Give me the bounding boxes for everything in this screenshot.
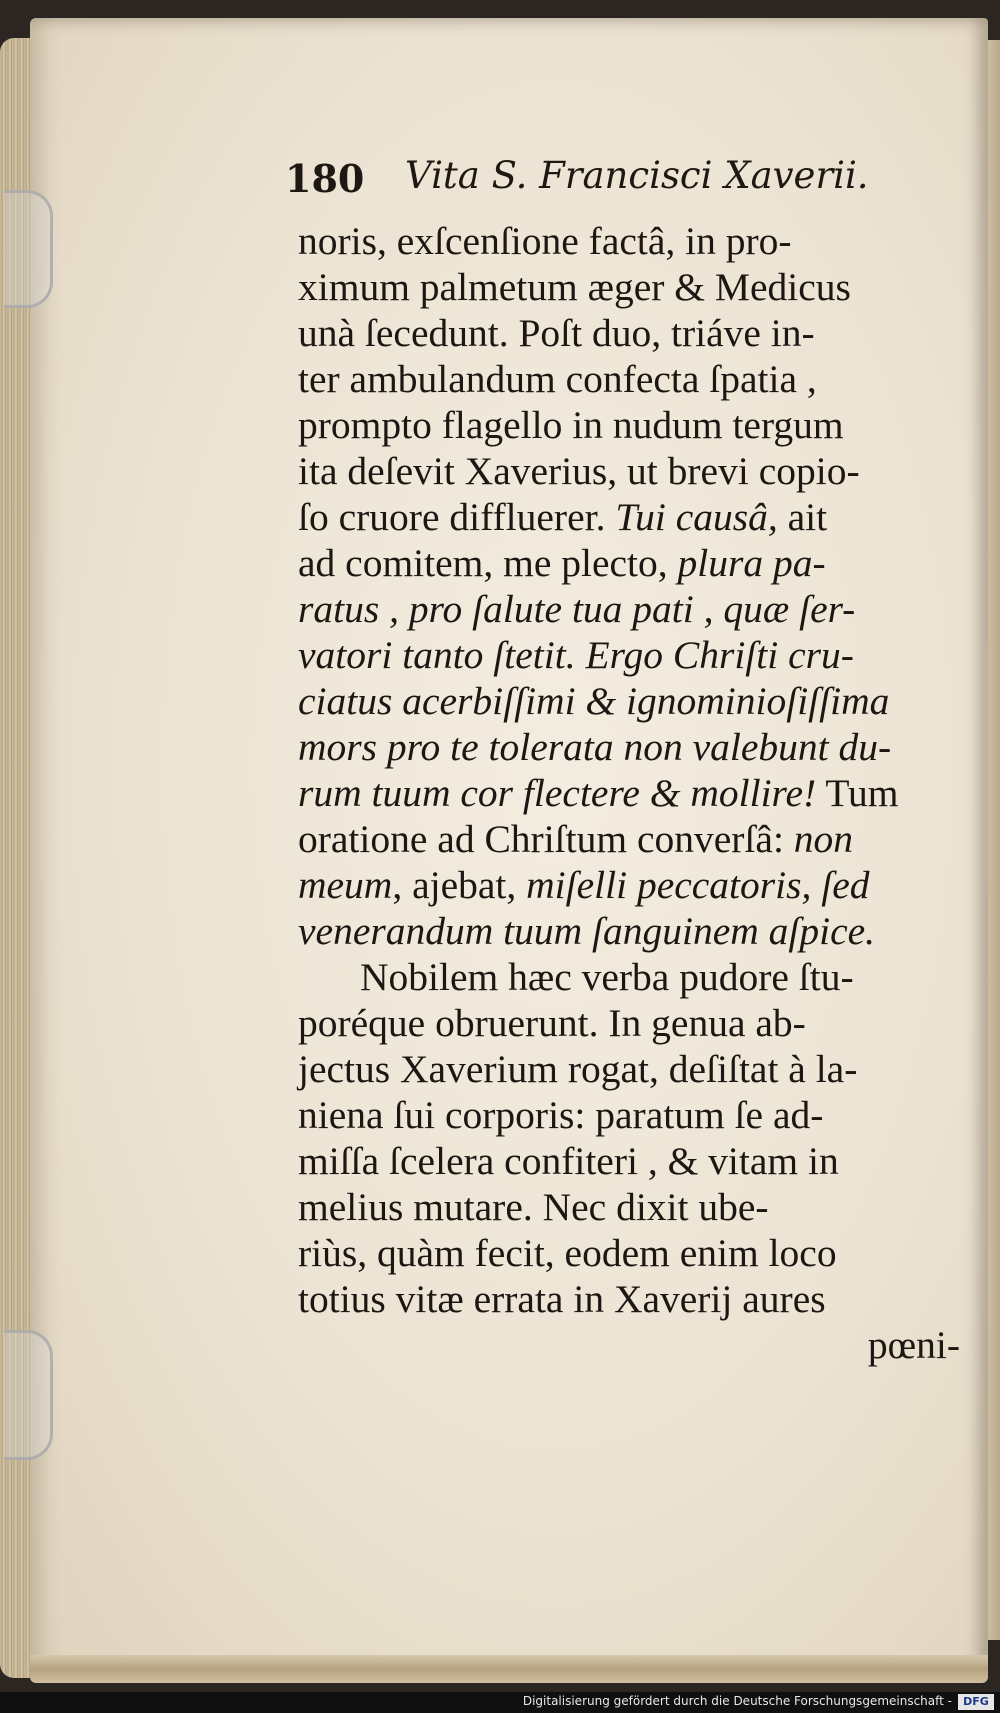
roman-span: ad comitem, me plecto, <box>298 541 678 585</box>
running-title: Vita S. Francisci Xaverii. <box>405 154 869 197</box>
roman-span: , ajebat, <box>392 863 527 907</box>
italic-span: vatori tanto ſtetit. Ergo Chriſti cru- <box>298 633 854 677</box>
text-line <box>298 1230 970 1276</box>
roman-span: Nobilem hæc verba pudore ſtu- <box>360 955 854 999</box>
roman-span: ter ambulandum confecta ſpatia , <box>298 357 817 401</box>
italic-span: Tui causâ, <box>615 495 778 539</box>
text-line <box>298 1276 970 1322</box>
text-line <box>298 356 970 402</box>
roman-span: ita deſevit Xaverius, ut brevi copio- <box>298 449 860 493</box>
text-line <box>298 264 970 310</box>
text-line <box>298 770 970 816</box>
italic-span: non <box>793 817 854 861</box>
text-line <box>298 1092 970 1138</box>
roman-span: prompto flagello in nudum tergum <box>298 403 844 447</box>
roman-span: jectus Xaverium rogat, deſiſtat à la- <box>298 1047 858 1091</box>
roman-span: poréque obruerunt. In genua ab- <box>298 1001 806 1045</box>
italic-span: plura pa- <box>677 541 826 585</box>
roman-span: ximum palmetum æger & Medicus <box>298 265 851 309</box>
roman-span: ſo cruore diffluerer. <box>298 495 616 539</box>
catchword: pœni- <box>867 1323 960 1367</box>
roman-span: miſſa ſcelera confiteri , & vitam in <box>298 1139 839 1183</box>
running-head <box>285 150 905 210</box>
page-clip-top <box>4 190 53 308</box>
text-line <box>298 218 970 264</box>
text-line <box>298 540 970 586</box>
text-line <box>298 402 970 448</box>
roman-span: riùs, quàm fecit, eodem enim loco <box>298 1231 837 1275</box>
roman-span: totius vitæ errata in Xaverij aures <box>298 1277 826 1321</box>
roman-span: unà ſecedunt. Poſt duo, triáve in- <box>298 311 815 355</box>
text-line <box>298 310 970 356</box>
dfg-logo: DFG <box>958 1694 994 1710</box>
text-line <box>298 724 970 770</box>
page-clip-bottom <box>4 1330 53 1460</box>
italic-span: ratus , pro ſalute tua pati , quæ ſer- <box>298 587 856 631</box>
text-line <box>298 862 970 908</box>
italic-span: ciatus acerbiſſimi & ignominioſiſſima <box>298 679 890 723</box>
roman-span: oratione ad Chriſtum converſâ: <box>298 817 794 861</box>
italic-span: rum tuum cor flectere & mollire! <box>298 771 817 815</box>
text-line <box>298 586 970 632</box>
text-line <box>298 1138 970 1184</box>
text-line <box>298 1046 970 1092</box>
roman-span: noris, exſcenſione factâ, in pro- <box>298 219 792 263</box>
text-line <box>298 678 970 724</box>
text-line <box>298 954 970 1000</box>
roman-span: Tum <box>816 771 899 815</box>
roman-span: niena ſui corporis: paratum ſe ad- <box>298 1093 824 1137</box>
roman-span: ait <box>777 495 828 539</box>
italic-span: venerandum tuum ſanguinem aſpice. <box>298 909 876 953</box>
italic-span: miſelli peccatoris, ſed <box>526 863 870 907</box>
roman-span: melius mutare. Nec dixit ube- <box>298 1185 769 1229</box>
text-line <box>298 1184 970 1230</box>
footer-credit: Digitalisierung gefördert durch die Deutsche Forschungsgemeinschaft - <box>522 1694 952 1708</box>
text-line <box>298 816 970 862</box>
footer-bar <box>0 1692 1000 1713</box>
text-line <box>298 632 970 678</box>
page-bottom-edge <box>30 1655 988 1683</box>
italic-span: meum <box>298 863 393 907</box>
text-line <box>298 448 970 494</box>
body-text <box>298 218 970 1368</box>
text-line <box>298 494 970 540</box>
page-number: 180 <box>285 156 365 201</box>
italic-span: mors pro te tolerata non valebunt du- <box>298 725 892 769</box>
text-line <box>298 908 970 954</box>
text-line <box>298 1000 970 1046</box>
